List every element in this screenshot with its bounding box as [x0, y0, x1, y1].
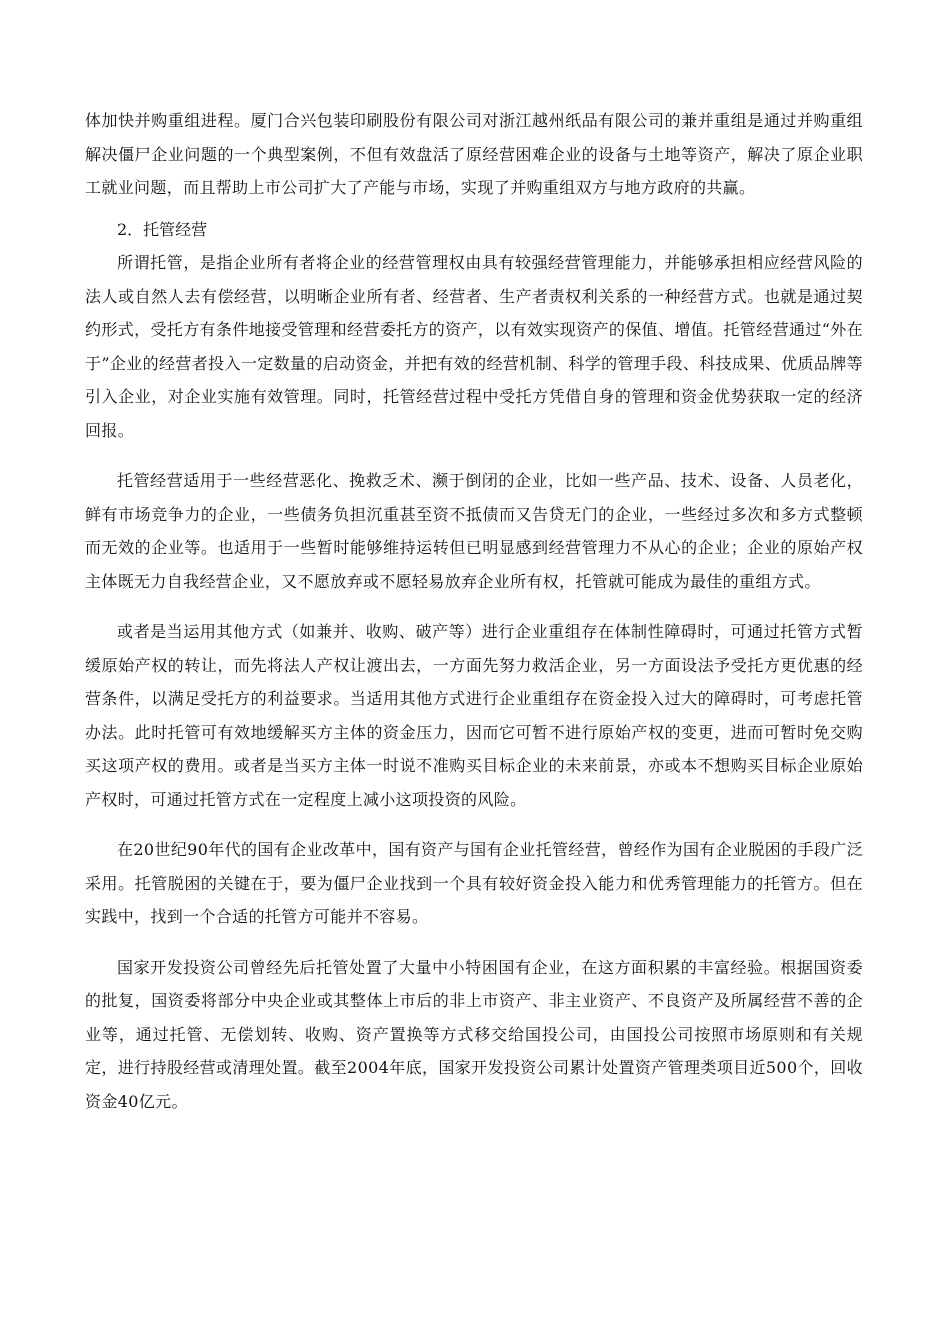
- paragraph-spacer: [85, 598, 863, 615]
- paragraph-spacer: [85, 447, 863, 464]
- paragraph-trusteeship-definition: 所谓托管，是指企业所有者将企业的经营管理权由具有较强经营管理能力，并能够承担相应经营风险的法人或自然人去有偿经营，以明晰企业所有者、经营者、生产者责权利关系的一种经营方式。也就是通过契约形式，受托方有条件地接受管理和经营委托方的资产，以有效实现资产的保值、增值。托管经营通过“外在于”企业的经营者投入一定数量的启动资金，并把有效的经营机制、科学的管理手段、科技成果、优质品牌等引入企业，对企业实施有效管理。同时，托管经营过程中受托方凭借自身的管理和资金优势获取一定的经济回报。: [85, 253, 863, 440]
- paragraph-spacer: [85, 934, 863, 951]
- paragraph-merger-case: 体加快并购重组进程。厦门合兴包装印刷股份有限公司对浙江越州纸品有限公司的兼并重组是通过并购重组解决僵尸企业问题的一个典型案例，不但有效盘活了原经营困难企业的设备与土地等资产，解决了原企业职工就业问题，而且帮助上市公司扩大了产能与市场，实现了并购重组双方与地方政府的共赢。: [85, 111, 863, 197]
- section-heading-trusteeship: 2．托管经营: [117, 219, 208, 239]
- paragraph-spacer: [85, 816, 863, 833]
- paragraph-trusteeship-alternatives: 或者是当运用其他方式（如兼并、收购、破产等）进行企业重组存在体制性障碍时，可通过托管方式暂缓原始产权的转让，而先将法人产权让渡出去，一方面先努力救活企业，另一方面设法予受托方更优惠的经营条件，以满足受托方的利益要求。当适用其他方式进行企业重组存在资金投入过大的障碍时，可考虑托管办法。此时托管可有效地缓解买方主体的资金压力，因而它可暂不进行原始产权的变更，进而可暂时免交购买这项产权的费用。或者是当买方主体一时说不准购买目标企业的未来前景，亦或本不想购买目标企业原始产权时，可通过托管方式在一定程度上减小这项投资的风险。: [85, 622, 863, 809]
- paragraph-soe-reform: 在20世纪90年代的国有企业改革中，国有资产与国有企业托管经营，曾经作为国有企业脱困的手段广泛采用。托管脱困的关键在于，要为僵尸企业找到一个具有较好资金投入能力和优秀管理能力的托管方。但在实践中，找到一个合适的托管方可能并不容易。: [85, 840, 863, 926]
- paragraph-trusteeship-applicability: 托管经营适用于一些经营恶化、挽救乏术、濒于倒闭的企业，比如一些产品、技术、设备、人员老化，鲜有市场竞争力的企业，一些债务负担沉重甚至资不抵债而又告贷无门的企业，一些经过多次和多方式整顿而无效的企业等。也适用于一些暂时能够维持运转但已明显感到经营管理力不从心的企业；企业的原始产权主体既无力自我经营企业，又不愿放弃或不愿轻易放弃企业所有权，托管就可能成为最佳的重组方式。: [85, 471, 863, 591]
- paragraph-sdic-example: 国家开发投资公司曾经先后托管处置了大量中小特困国有企业，在这方面积累的丰富经验。根据国资委的批复，国资委将部分中央企业或其整体上市后的非上市资产、非主业资产、不良资产及所属经营不善的企业等，通过托管、无偿划转、收购、资产置换等方式移交给国投公司，由国投公司按照市场原则和有关规定，进行持股经营或清理处置。截至2004年底，国家开发投资公司累计处置资产管理类项目近500个，回收资金40亿元。: [85, 957, 863, 1111]
- document-page: [85, 104, 863, 1118]
- paragraph-spacer: [85, 205, 863, 213]
